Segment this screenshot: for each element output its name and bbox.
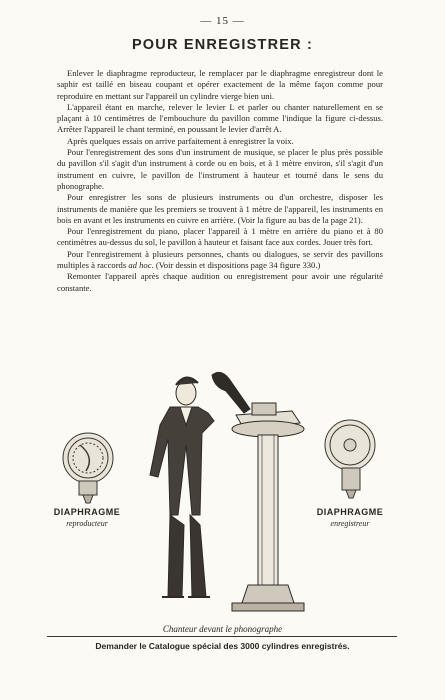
caption-subtitle: reproducteur xyxy=(66,519,108,528)
page-number: — 15 — xyxy=(200,15,245,27)
diaphragm-reproducer-drawing xyxy=(63,433,113,503)
emphasis-text: ad hoc xyxy=(128,260,152,271)
caption-subtitle: enregistreur xyxy=(330,519,370,528)
page-title: POUR ENREGISTRER : xyxy=(131,37,314,53)
body-text xyxy=(57,68,383,294)
paragraph: Enlever le diaphragme reproducteur, le remplacer par le diaphragme enregistreur dont le saphir est taillé en biseau coupant et opérer exactement de la même façon comme pour reproduire en mettant sur l'appareil un cylindre vierge bien uni. xyxy=(57,68,383,101)
paragraph: Après quelques essais on arrive parfaitement à enregistrer la voix. xyxy=(67,135,294,146)
caption-title: DIAPHRAGME xyxy=(53,507,121,517)
paragraph: L'appareil étant en marche, relever le levier L et parler ou chanter naturellement en se plaçant à 10 centimètres de l'embouchure du pavillon comme l'indique la figure ci-dessus. Arrêter l'appareil le chant terminé, en poussant le levier d'arrêt A. xyxy=(57,101,383,135)
caption-diaphragm-reproducer xyxy=(37,507,137,528)
singer-figure xyxy=(150,377,214,597)
figure-caption: Chanteur devant le phonographe xyxy=(162,624,283,634)
footer-note: Demander le Catalogue spécial des 3000 cylindres enregistrés. xyxy=(95,641,350,651)
paragraph: Remonter l'appareil après chaque audition ou enregistrement pour avoir une régularité constante. xyxy=(57,271,383,293)
phonograph-drawing xyxy=(212,372,304,611)
paragraph: Pour enregistrer les sons de plusieurs instruments ou d'un orchestre, disposer les instruments de manière que les premiers se trouvent à 1 mètre de l'appareil, les instruments en bois en avant et les instruments en cuivre en arrière. (Voir la figure au bas de la page 21). xyxy=(57,192,383,225)
divider xyxy=(47,636,397,637)
paragraph-text: Pour l'enregistrement à plusieurs personnes, chants ou dialogues, se servir des pavillons multiples à raccords xyxy=(57,248,383,271)
paragraph-text: . (Voir dessin et dispositions page 34 figure 330.) xyxy=(151,260,321,271)
diaphragm-recorder-drawing xyxy=(325,420,375,498)
paragraph: Pour l'enregistrement du piano, placer l'appareil à 1 mètre en arrière du piano et à 80 centimètres au-dessus du sol, le pavillon à hauteur et faisant face aux cordes. Jouer très fort. xyxy=(57,226,383,248)
caption-diaphragm-recorder xyxy=(300,507,400,528)
paragraph xyxy=(57,249,383,272)
caption-title: DIAPHRAGME xyxy=(316,507,384,517)
paragraph: Pour l'enregistrement des sons d'un instrument de musique, se placer le plus près possible du pavillon s'il s'agit d'un instrument à corde ou en bois, et à 1 mètre environ, s'il s'agit d'un instrument en cuivre, le pavillon de l'instrument à hauteur et tourné dans le sens du phonographe. xyxy=(57,147,383,191)
engraving-illustration xyxy=(0,365,445,625)
